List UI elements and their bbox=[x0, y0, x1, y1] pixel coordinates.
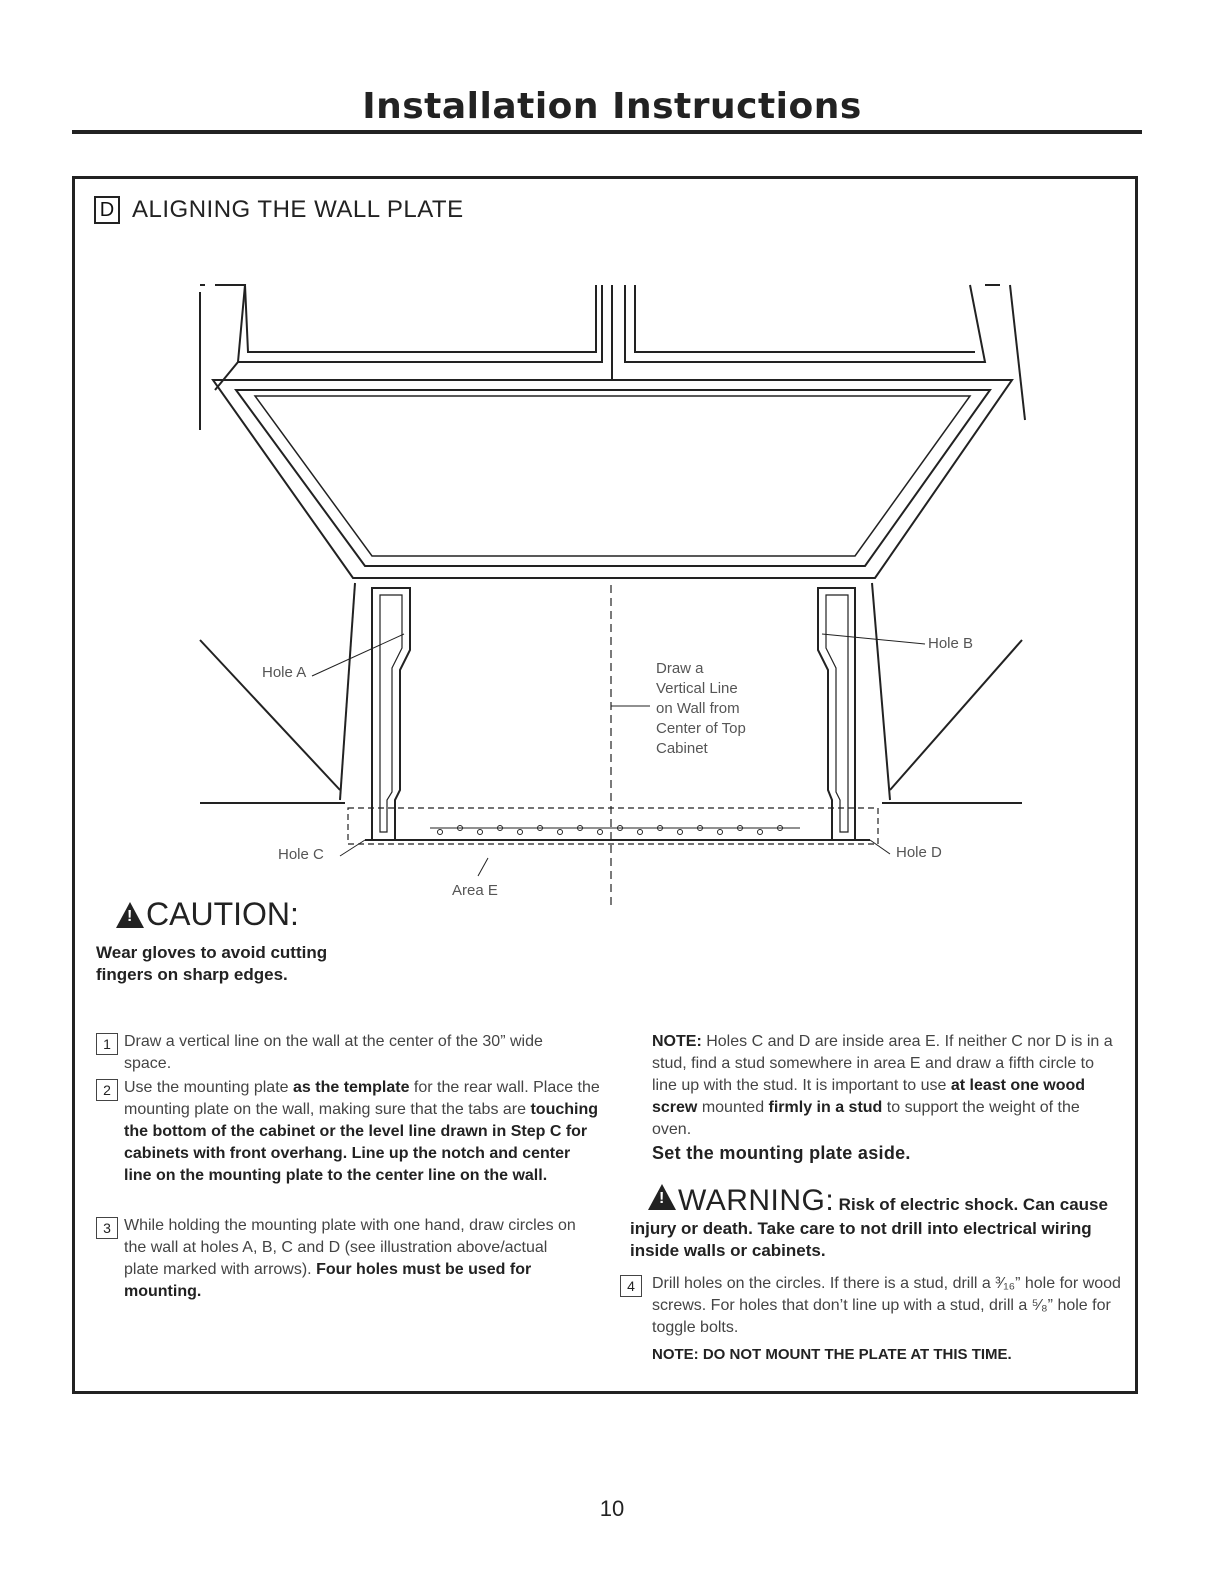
warning-triangle-icon bbox=[648, 1184, 676, 1210]
step-4-number: 4 bbox=[620, 1275, 642, 1297]
page-number: 10 bbox=[599, 1496, 625, 1521]
warning-text: Risk of electric shock. Can cause injury or death. Take care to not drill into electrical wiring inside walls or cabinets. bbox=[630, 1195, 1108, 1260]
step-3-number: 3 bbox=[96, 1217, 118, 1239]
step-2-number: 2 bbox=[96, 1079, 118, 1101]
hole-b-label: Hole B bbox=[928, 635, 974, 652]
set-plate-aside: Set the mounting plate aside. bbox=[652, 1143, 911, 1163]
vertical-line-label: Draw a Vertical Line on Wall from Center of Top Cabinet bbox=[656, 660, 746, 757]
hole-c-label: Hole C bbox=[278, 846, 324, 863]
step-3-text: While holding the mounting plate with one hand, draw circles on the wall at holes A, B, C and D (see illustration above/actual plate marked with arrows). Four holes must be used for mounting. bbox=[124, 1217, 576, 1300]
hole-a-label: Hole A bbox=[262, 664, 307, 681]
step-4-text: Drill holes on the circles. If there is a stud, drill a ³⁄₁₆” hole for wood screws. For holes that don’t line up with a stud, drill a ⁵⁄₈” hole for toggle bolts. bbox=[652, 1275, 1121, 1336]
page-title: Installation Instructions bbox=[362, 86, 862, 127]
caution-text: Wear gloves to avoid cutting fingers on sharp edges. bbox=[96, 943, 328, 984]
caution-heading bbox=[116, 896, 299, 933]
final-note: NOTE: DO NOT MOUNT THE PLATE AT THIS TIME. bbox=[652, 1346, 1012, 1363]
section-title: ALIGNING THE WALL PLATE bbox=[132, 196, 464, 223]
warning-title: WARNING: bbox=[678, 1184, 835, 1217]
caution-title: CAUTION: bbox=[146, 896, 299, 932]
area-e-label: Area E bbox=[452, 882, 498, 899]
step-2-text: Use the mounting plate as the template for the rear wall. Place the mounting plate on the wall, making sure that the tabs are touching the bottom of the cabinet or the level line drawn in Step C for cabinets with front overhang. Line up the notch and center line on the mounting plate to the center line on the wall. bbox=[124, 1079, 600, 1184]
warning-triangle-icon bbox=[116, 902, 144, 928]
section-letter-box: D bbox=[94, 196, 120, 224]
hole-d-label: Hole D bbox=[896, 844, 942, 861]
step-1-number: 1 bbox=[96, 1033, 118, 1055]
note-text: NOTE: Holes C and D are inside area E. If neither C nor D is in a stud, find a stud somewhere in area E and draw a fifth circle to line up with the stud. It is important to use at least one wood screw mounted firmly in a stud to support the weight of the oven. bbox=[652, 1033, 1113, 1138]
warning-block bbox=[630, 1184, 1130, 1262]
step-1-text: Draw a vertical line on the wall at the center of the 30” wide space. bbox=[124, 1033, 543, 1072]
